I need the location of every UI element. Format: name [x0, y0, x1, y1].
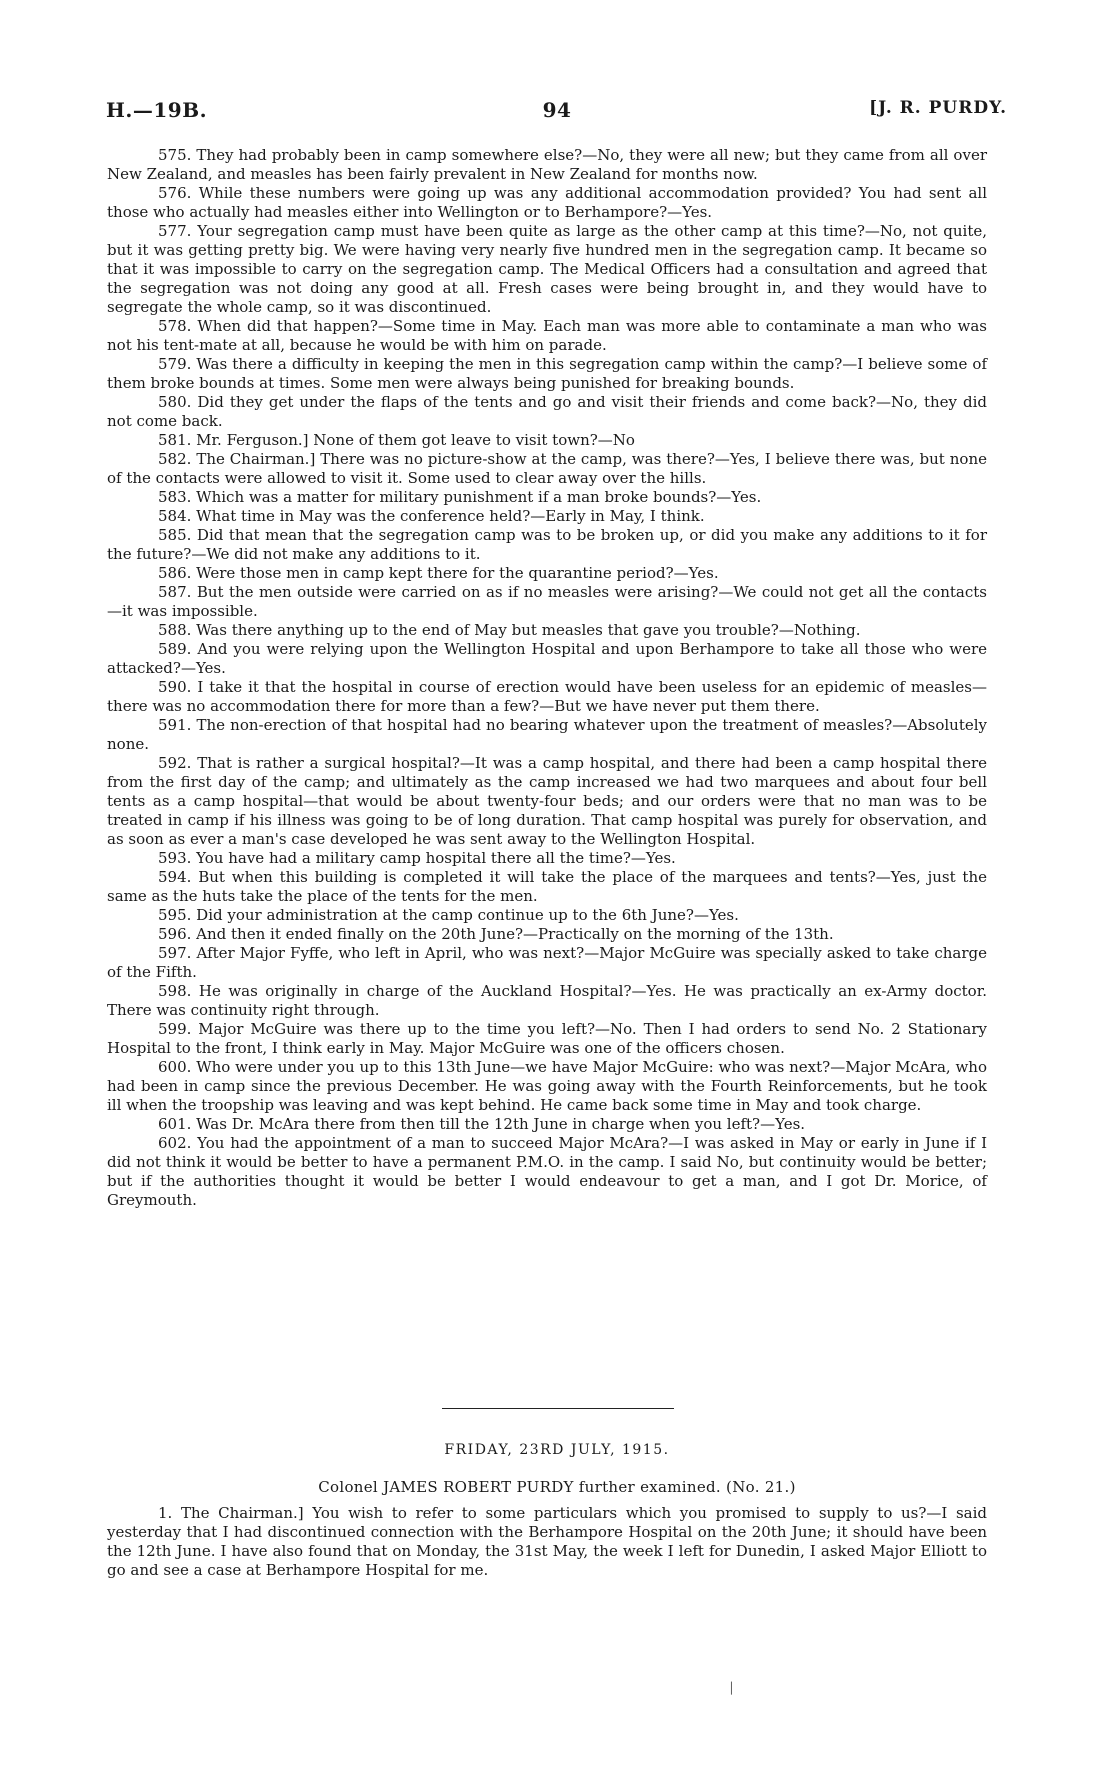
- paragraph: 588. Was there anything up to the end of May but measles that gave you trouble?—Nothing.: [158, 621, 861, 639]
- paragraph: 596. And then it ended finally on the 20th June?—Practically on the morning of the 13th.: [158, 925, 834, 943]
- report-code: H.—19B.: [106, 98, 208, 122]
- paragraph: 600. Who were under you up to this 13th June—we have Major McGuire: who was next?—Major McAra, who had been in camp since the previous December. He was going away with the Fourth Reinforcements, but he took ill when the troopship was leaving and was kept behind. He came back some time in May and took charge.: [107, 1058, 987, 1114]
- paragraph: 584. What time in May was the conference held?—Early in May, I think.: [158, 507, 705, 525]
- paragraph: 602. You had the appointment of a man to succeed Major McAra?—I was asked in May or early in June if I did not think it would be better to have a permanent P.M.O. in the camp. I said No, but continuity would be better; but if the authorities thought it would be better I would endeavour to get a man, and I got Dr. Morice, of Greymouth.: [107, 1134, 987, 1209]
- evidence-body-continued: [107, 1504, 987, 1580]
- session-date: FRIDAY, 23RD JULY, 1915.: [444, 1442, 670, 1458]
- section-divider: [442, 1408, 674, 1409]
- paragraph: 583. Which was a matter for military punishment if a man broke bounds?—Yes.: [158, 488, 762, 506]
- paragraph: 580. Did they get under the flaps of the tents and go and visit their friends and come back?—No, they did not come back.: [107, 393, 987, 430]
- paragraph: 587. But the men outside were carried on as if no measles were arising?—We could not get all the contacts—it was impossible.: [107, 583, 987, 620]
- paragraph: 595. Did your administration at the camp continue up to the 6th June?—Yes.: [158, 906, 739, 924]
- paragraph: 581. Mr. Ferguson.] None of them got leave to visit town?—No: [158, 431, 635, 449]
- paragraph: 575. They had probably been in camp somewhere else?—No, they were all new; but they came from all over New Zealand, and measles has been fairly prevalent in New Zealand for months now.: [107, 146, 987, 183]
- paragraph: 577. Your segregation camp must have been quite as large as the other camp at this time?—No, not quite, but it was getting pretty big. We were having very nearly five hundred men in the segregation camp. It became so that it was impossible to carry on the segregation camp. The Medical Officers had a consultation and agreed that the segregation was not doing any good at all. Fresh cases were being brought in, and they would have to segregate the whole camp, so it was discontinued.: [107, 222, 987, 316]
- paragraph: 592. That is rather a surgical hospital?—It was a camp hospital, and there had been a camp hospital there from the first day of the camp; and ultimately as the camp increased we had two marquees and about four bell tents as a camp hospital—that would be about twenty-four beds; and our orders were that no man was to be treated in camp if his illness was going to be of long duration. That camp hospital was purely for observation, and as soon as ever a man's case developed he was sent away to the Wellington Hospital.: [107, 754, 987, 848]
- paragraph: 578. When did that happen?—Some time in May. Each man was more able to contaminate a man who was not his tent-mate at all, because he would be with him on parade.: [107, 317, 987, 354]
- paragraph: 590. I take it that the hospital in course of erection would have been useless for an epidemic of measles—there was no accommodation there for more than a few?—But we have never put them there.: [107, 678, 987, 715]
- scan-mark: │: [728, 1682, 735, 1695]
- paragraph: 599. Major McGuire was there up to the time you left?—No. Then I had orders to send No. 2 Stationary Hospital to the front, I think early in May. Major McGuire was one of the officers chosen.: [107, 1020, 987, 1057]
- paragraph: 586. Were those men in camp kept there for the quarantine period?—Yes.: [158, 564, 719, 582]
- paragraph: 593. You have had a military camp hospital there all the time?—Yes.: [158, 849, 676, 867]
- paragraph: 589. And you were relying upon the Wellington Hospital and upon Berhampore to take all those who were attacked?—Yes.: [107, 640, 987, 677]
- paragraph: 591. The non-erection of that hospital had no bearing whatever upon the treatment of measles?—Absolutely none.: [107, 716, 987, 753]
- paragraph: 594. But when this building is completed it will take the place of the marquees and tents?—Yes, just the same as the huts take the place of the tents for the men.: [107, 868, 987, 905]
- paragraph: 597. After Major Fyffe, who left in April, who was next?—Major McGuire was specially asked to take charge of the Fifth.: [107, 944, 987, 981]
- paragraph: 1. The Chairman.] You wish to refer to some particulars which you promised to supply to us?—I said yesterday that I had discontinued connection with the Berhampore Hospital on the 20th June; it should have been the 12th June. I have also found that on Monday, the 31st May, the week I left for Dunedin, I asked Major Elliott to go and see a case at Berhampore Hospital for me.: [107, 1504, 987, 1579]
- paragraph: 585. Did that mean that the segregation camp was to be broken up, or did you make any additions to it for the future?—We did not make any additions to it.: [107, 526, 987, 563]
- paragraph: 598. He was originally in charge of the Auckland Hospital?—Yes. He was practically an ex-Army doctor. There was continuity right through.: [107, 982, 987, 1019]
- paragraph: 582. The Chairman.] There was no picture-show at the camp, was there?—Yes, I believe there was, but none of the contacts were allowed to visit it. Some used to clear away over the hills.: [107, 450, 987, 487]
- session-heading: [0, 1442, 1114, 1496]
- paragraph: 601. Was Dr. McAra there from then till the 12th June in charge when you left?—Yes.: [158, 1115, 806, 1133]
- witness-line: Colonel JAMES ROBERT PURDY further examined. (No. 21.): [318, 1478, 796, 1496]
- paragraph: 576. While these numbers were going up was any additional accommodation provided? You had sent all those who actually had measles either into Wellington or to Berhampore?—Yes.: [107, 184, 987, 221]
- paragraph: 579. Was there a difficulty in keeping the men in this segregation camp within the camp?—I believe some of them broke bounds at times. Some men were always being punished for breaking bounds.: [107, 355, 987, 392]
- page-number: 94: [542, 98, 572, 122]
- witness-running-head: [J. R. PURDY.: [869, 98, 1007, 118]
- evidence-body: [107, 146, 987, 1210]
